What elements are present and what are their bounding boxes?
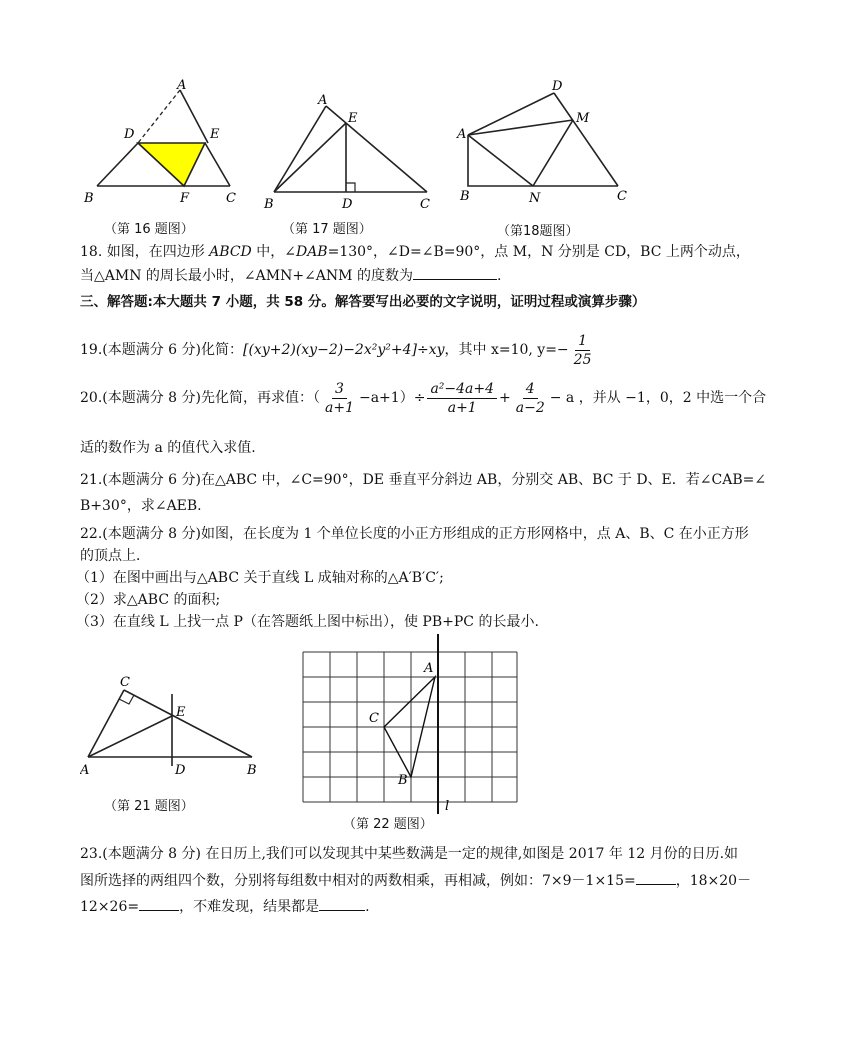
label-D: D: [342, 197, 353, 212]
label-A: A: [318, 93, 328, 108]
label-E: E: [176, 705, 186, 720]
yellow-triangle: [138, 143, 205, 186]
label-B: B: [460, 189, 470, 204]
answer-blank[interactable]: [413, 265, 497, 280]
q21-line1: 21.(本题满分 6 分)在△ABC 中，∠C=90°，DE 垂直平分斜边 AB，分别交 AB、BC 于 D、E．若∠CAB=∠: [80, 472, 767, 488]
figure-17-caption: （第 17 题图）: [282, 222, 372, 237]
q20-line2: 适的数作为 a 的值代入求值.: [80, 440, 256, 456]
answer-blank-3[interactable]: [319, 896, 365, 911]
label-l: l: [445, 799, 450, 814]
label-C: C: [420, 197, 430, 212]
q21-line2: B+30°，求∠AEB.: [80, 498, 202, 514]
label-B: B: [247, 763, 257, 778]
label-B: B: [398, 773, 408, 788]
figure-16: [80, 78, 250, 208]
label-N: N: [529, 191, 541, 206]
figure-16-caption: （第 16 题图）: [104, 222, 194, 237]
label-D: D: [124, 127, 135, 142]
figure-22-caption: （第 22 题图）: [343, 817, 433, 832]
q22-sub2: （2）求△ABC 的面积;: [76, 592, 221, 608]
q23-line3: 12×26= ，不难发现，结果都是 .: [80, 896, 370, 917]
section-3-heading: 三、解答题:本大题共 7 小题，共 58 分。解答要写出必要的文字说明，证明过程或演算步骤）: [80, 294, 646, 310]
q23-line1: 23.(本题满分 8 分) 在日历上,我们可以发现其中某些数满是一定的规律,如图是 2017 年 12 月份的日历.如: [80, 846, 739, 862]
q20-line1: 20.(本题满分 8 分)先化简，再求值：（ $\frac{3}{a+1}$ −a+1）÷ $\frac{\text{a²−4a+4}}{a+1}$ + $\frac{4}{a-2}$ − a ，并从 −1，0，2 中选一个合: [80, 380, 767, 416]
figure-21-caption: （第 21 题图）: [104, 799, 194, 814]
label-M: M: [576, 111, 590, 126]
label-C: C: [617, 189, 627, 204]
label-C: C: [226, 191, 236, 206]
label-C: C: [369, 711, 379, 726]
q22-sub1: （1）在图中画出与△ABC 关于直线 L 成轴对称的△A′B′C′;: [76, 570, 444, 586]
label-A: A: [177, 78, 187, 93]
q22-line2: 的顶点上．: [80, 548, 150, 564]
label-C: C: [120, 675, 130, 690]
answer-blank-1[interactable]: [636, 870, 676, 885]
label-A: A: [457, 127, 467, 142]
label-E: E: [210, 127, 220, 142]
label-B: B: [264, 197, 274, 212]
q22-sub3: （3）在直线 L 上找一点 P（在答题纸上图中标出），使 PB+PC 的长最小.: [76, 614, 539, 630]
label-D: D: [175, 763, 186, 778]
figure-18: [455, 78, 635, 208]
answer-blank-2[interactable]: [139, 896, 179, 911]
figure-18-caption: （第18题图）: [497, 224, 579, 239]
label-A: A: [424, 661, 434, 676]
figure-21: [80, 666, 270, 786]
label-B: B: [84, 191, 94, 206]
figure-17: [262, 90, 442, 215]
q18-line1: 18. 如图，在四边形 ABCD 中，∠DAB=130°，∠D=∠B=90°，点 M，N 分别是 CD，BC 上两个动点，: [80, 244, 750, 260]
label-D: D: [552, 79, 563, 94]
q18-line2: 当△AMN 的周长最小时，∠AMN+∠ANM 的度数为 .: [80, 265, 501, 286]
figure-22: [300, 632, 520, 817]
label-E: E: [348, 111, 358, 126]
q22-line1: 22.(本题满分 8 分)如图，在长度为 1 个单位长度的小正方形组成的正方形网格中，点 A、B、C 在小正方形: [80, 526, 749, 542]
label-F: F: [180, 191, 190, 206]
label-A: A: [80, 763, 90, 778]
q19: 19.(本题满分 6 分)化简：[(xy+2)(xy−2)−2x²y²+4]÷xy，其中 x=10, y=− $\frac{1}{25}$: [80, 332, 592, 368]
q23-line2: 图所选择的两组四个数，分别将每组数中相对的两数相乘，再相减，例如：7×9－1×15= ，18×20－: [80, 870, 751, 891]
